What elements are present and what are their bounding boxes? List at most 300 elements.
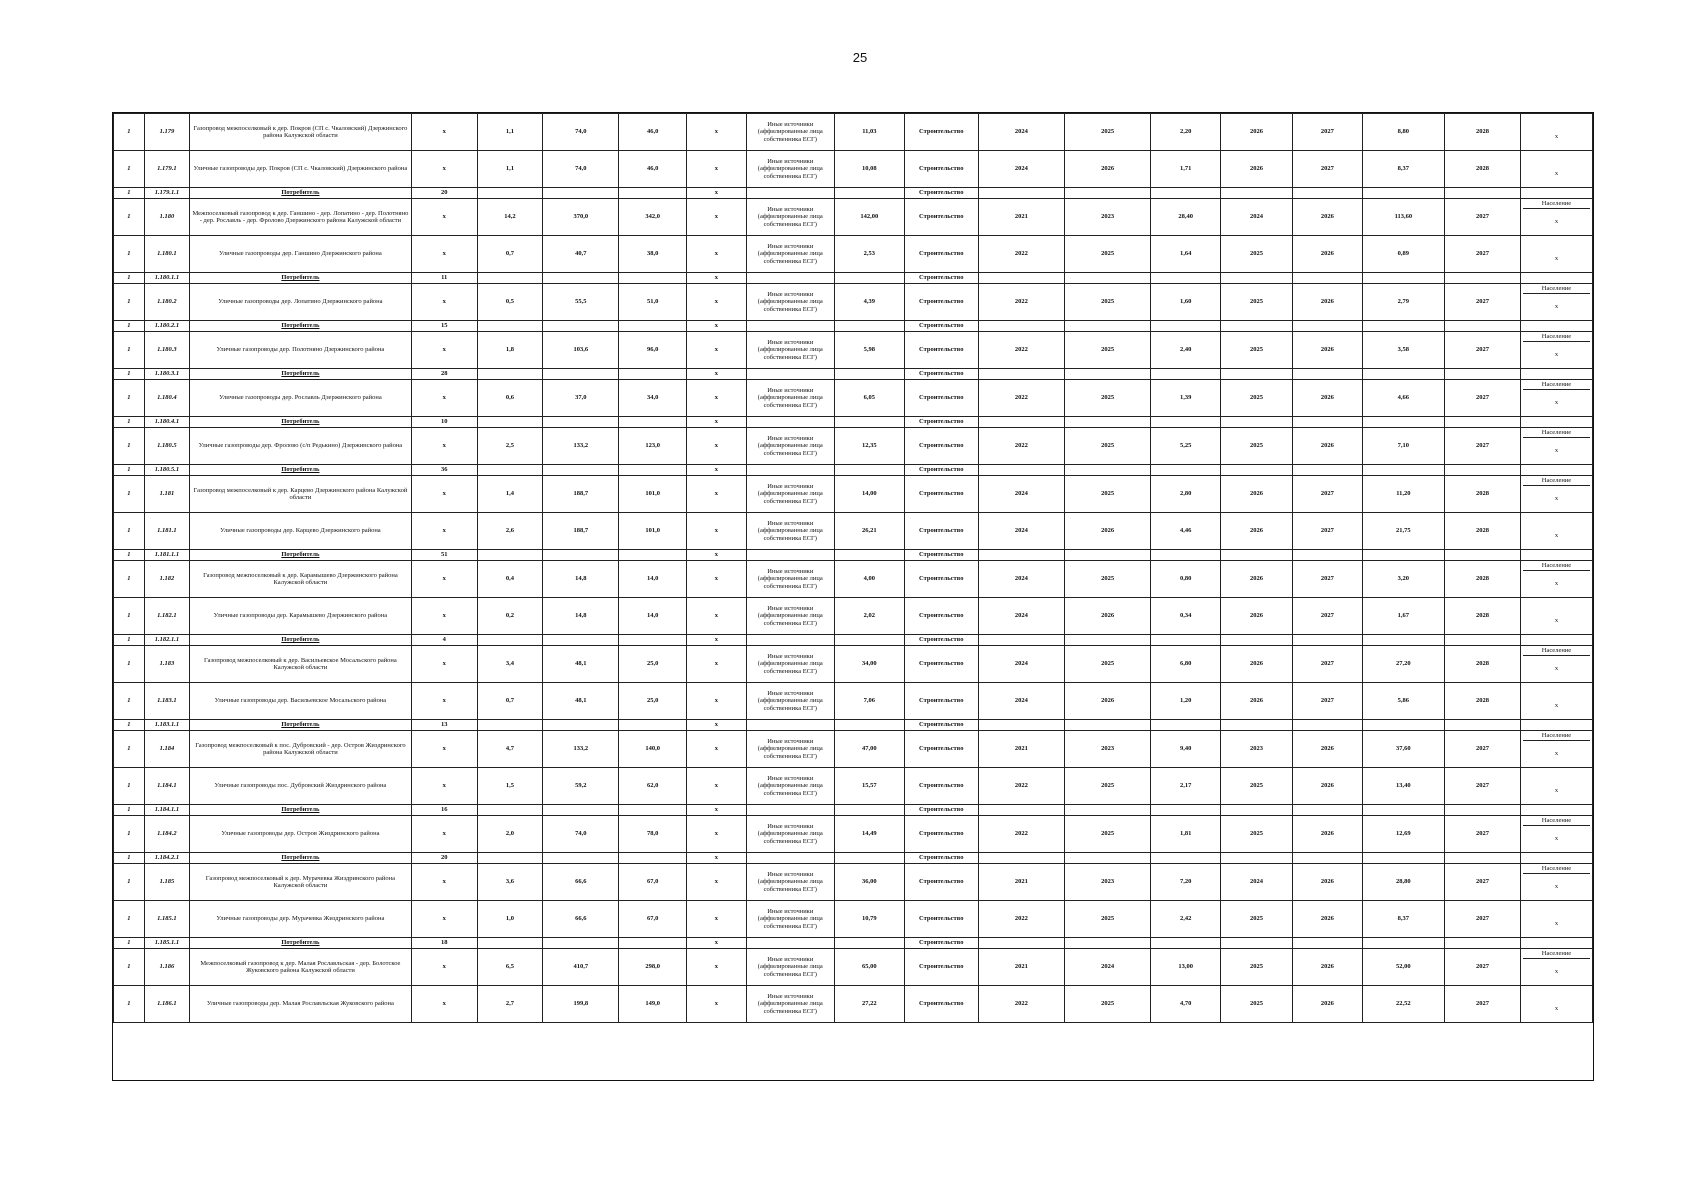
commissioning-year-cell: 2027 [1444, 428, 1520, 465]
year-start-cell: 2022 [978, 816, 1064, 853]
empty-cell [619, 635, 687, 646]
table-row [114, 768, 1593, 805]
row-code-cell: 1.180.5.1 [144, 465, 189, 476]
empty-cell [619, 417, 687, 428]
investment-amount-cell: 10,08 [834, 151, 904, 188]
stage-2-end-cell: 2026 [1292, 236, 1362, 273]
stage-1-amount-cell: 2,20 [1151, 114, 1221, 151]
stage-2-start-cell: 2026 [1221, 151, 1293, 188]
empty-cell [1520, 273, 1592, 284]
consumer-label-cell: Потребитель [189, 273, 411, 284]
empty-cell [477, 321, 543, 332]
year-end-cell: 2025 [1064, 768, 1150, 805]
empty-cell [1221, 188, 1293, 199]
empty-cell [1064, 321, 1150, 332]
stage-2-amount-cell: 7,10 [1362, 428, 1444, 465]
empty-cell [477, 273, 543, 284]
consumer-category-cell [1520, 731, 1592, 768]
object-name-cell: Межпоселковый газопровод к дер. Ганшино - дер. Лопатино - дер. Полотняно - дер. Рославль - дер. Фролово Дзержинского района Калужской области [189, 199, 411, 236]
length-km-cell: 0,7 [477, 236, 543, 273]
row-code-cell: 1.181 [144, 476, 189, 513]
empty-cell [834, 369, 904, 380]
length-km-cell: 0,7 [477, 683, 543, 720]
consumer-category-cell [1520, 476, 1592, 513]
empty-cell [1362, 188, 1444, 199]
pressure-mark-cell: x [687, 321, 747, 332]
table-row [114, 428, 1593, 465]
capacity-cell: 74,0 [543, 151, 619, 188]
consumer-category-cell [1520, 284, 1592, 321]
empty-cell [477, 417, 543, 428]
volume-cell: 38,0 [619, 236, 687, 273]
work-type-cell: Строительство [904, 938, 978, 949]
financing-source-cell: Иные источники (аффилированные лица собственника ЕСГ) [746, 284, 834, 321]
consumers-count-cell: x [411, 284, 477, 321]
row-number-cell: 1 [114, 683, 145, 720]
stage-2-start-cell: 2025 [1221, 284, 1293, 321]
work-type-cell: Строительство [904, 720, 978, 731]
year-end-cell: 2025 [1064, 561, 1150, 598]
pressure-mark-cell: x [687, 805, 747, 816]
empty-cell [1221, 369, 1293, 380]
investment-amount-cell: 7,06 [834, 683, 904, 720]
empty-cell [978, 369, 1064, 380]
pressure-mark-cell: x [687, 114, 747, 151]
object-name-cell: Газопровод межпоселковый к пос. Дубровский - дер. Остров Жиздринского района Калужской области [189, 731, 411, 768]
pressure-mark-cell: x [687, 938, 747, 949]
consumers-count-cell: x [411, 236, 477, 273]
stage-2-amount-cell: 27,20 [1362, 646, 1444, 683]
consumer-category-value: x [1554, 254, 1559, 262]
consumer-category-cell [1520, 816, 1592, 853]
pressure-mark-cell: x [687, 731, 747, 768]
consumer-subrow [114, 273, 1593, 284]
consumer-category-label: Население [1523, 864, 1590, 874]
table-row [114, 816, 1593, 853]
empty-cell [1362, 805, 1444, 816]
object-name-cell: Уличные газопроводы дер. Покров (СП с. Чкаловский) Дзержинского района [189, 151, 411, 188]
empty-cell [1221, 720, 1293, 731]
financing-source-cell: Иные источники (аффилированные лица собственника ЕСГ) [746, 864, 834, 901]
volume-cell: 62,0 [619, 768, 687, 805]
stage-2-amount-cell: 5,86 [1362, 683, 1444, 720]
stage-2-amount-cell: 52,00 [1362, 949, 1444, 986]
row-code-cell: 1.182 [144, 561, 189, 598]
empty-cell [1362, 369, 1444, 380]
consumer-category-value: x [1554, 919, 1559, 927]
commissioning-year-cell: 2027 [1444, 864, 1520, 901]
year-start-cell: 2021 [978, 864, 1064, 901]
consumer-category-value: x [1554, 968, 1559, 976]
row-code-cell: 1.180.3.1 [144, 369, 189, 380]
empty-cell [746, 635, 834, 646]
stage-2-end-cell: 2026 [1292, 864, 1362, 901]
consumer-subrow [114, 938, 1593, 949]
year-start-cell: 2022 [978, 986, 1064, 1023]
empty-cell [477, 188, 543, 199]
consumers-count-cell: x [411, 513, 477, 550]
capacity-cell: 48,1 [543, 683, 619, 720]
empty-cell [1520, 417, 1592, 428]
consumer-category-label [1523, 236, 1590, 245]
empty-cell [1444, 853, 1520, 864]
work-type-cell: Строительство [904, 417, 978, 428]
commissioning-year-cell: 2028 [1444, 561, 1520, 598]
commissioning-year-cell: 2027 [1444, 236, 1520, 273]
work-type-cell: Строительство [904, 188, 978, 199]
capacity-cell: 66,6 [543, 901, 619, 938]
empty-cell [978, 635, 1064, 646]
stage-2-end-cell: 2026 [1292, 731, 1362, 768]
consumer-category-cell [1520, 236, 1592, 273]
consumers-count-cell: 15 [411, 321, 477, 332]
investment-amount-cell: 27,22 [834, 986, 904, 1023]
stage-2-amount-cell: 8,37 [1362, 151, 1444, 188]
capacity-cell: 103,6 [543, 332, 619, 369]
consumers-count-cell: x [411, 683, 477, 720]
pressure-mark-cell: x [687, 635, 747, 646]
investment-amount-cell: 4,39 [834, 284, 904, 321]
stage-2-start-cell: 2026 [1221, 646, 1293, 683]
year-end-cell: 2025 [1064, 114, 1150, 151]
empty-cell [543, 853, 619, 864]
stage-2-amount-cell: 3,58 [1362, 332, 1444, 369]
consumers-count-cell: x [411, 199, 477, 236]
consumer-category-label: Население [1523, 646, 1590, 656]
consumer-subrow [114, 720, 1593, 731]
investment-amount-cell: 47,00 [834, 731, 904, 768]
stage-2-start-cell: 2025 [1221, 949, 1293, 986]
stage-2-start-cell: 2025 [1221, 332, 1293, 369]
empty-cell [1151, 550, 1221, 561]
consumer-category-value: x [1554, 447, 1559, 455]
object-name-cell: Уличные газопроводы дер. Лопатино Дзержинского района [189, 284, 411, 321]
stage-1-amount-cell: 0,80 [1151, 561, 1221, 598]
consumers-count-cell: x [411, 986, 477, 1023]
empty-cell [1064, 550, 1150, 561]
financing-source-cell: Иные источники (аффилированные лица собственника ЕСГ) [746, 199, 834, 236]
year-start-cell: 2022 [978, 332, 1064, 369]
year-end-cell: 2023 [1064, 864, 1150, 901]
stage-2-start-cell: 2026 [1221, 476, 1293, 513]
empty-cell [1151, 853, 1221, 864]
consumer-category-value: x [1554, 351, 1559, 359]
row-number-cell: 1 [114, 465, 145, 476]
object-name-cell: Уличные газопроводы дер. Фролово (с/п Редькино) Дзержинского района [189, 428, 411, 465]
consumer-category-label [1523, 513, 1590, 522]
consumer-category-cell [1520, 598, 1592, 635]
stage-2-start-cell: 2025 [1221, 986, 1293, 1023]
commissioning-year-cell: 2027 [1444, 332, 1520, 369]
year-start-cell: 2024 [978, 561, 1064, 598]
work-type-cell: Строительство [904, 901, 978, 938]
consumers-count-cell: x [411, 476, 477, 513]
object-name-cell: Уличные газопроводы дер. Карамышево Дзержинского района [189, 598, 411, 635]
stage-1-amount-cell: 2,42 [1151, 901, 1221, 938]
consumer-label-cell: Потребитель [189, 321, 411, 332]
year-end-cell: 2025 [1064, 332, 1150, 369]
pressure-mark-cell: x [687, 768, 747, 805]
empty-cell [619, 321, 687, 332]
capacity-cell: 37,0 [543, 380, 619, 417]
consumer-subrow [114, 805, 1593, 816]
work-type-cell: Строительство [904, 949, 978, 986]
investment-amount-cell: 34,00 [834, 646, 904, 683]
consumer-category-label [1523, 151, 1590, 160]
volume-cell: 25,0 [619, 683, 687, 720]
empty-cell [1151, 720, 1221, 731]
volume-cell: 14,0 [619, 561, 687, 598]
row-code-cell: 1.184 [144, 731, 189, 768]
pressure-mark-cell: x [687, 853, 747, 864]
stage-1-amount-cell: 1,20 [1151, 683, 1221, 720]
commissioning-year-cell: 2027 [1444, 986, 1520, 1023]
object-name-cell: Уличные газопроводы дер. Рославль Дзержинского района [189, 380, 411, 417]
commissioning-year-cell: 2027 [1444, 816, 1520, 853]
table-body [114, 114, 1593, 1023]
table-row [114, 864, 1593, 901]
volume-cell: 14,0 [619, 598, 687, 635]
length-km-cell: 1,4 [477, 476, 543, 513]
empty-cell [543, 465, 619, 476]
length-km-cell: 1,0 [477, 901, 543, 938]
empty-cell [834, 720, 904, 731]
empty-cell [834, 938, 904, 949]
empty-cell [477, 369, 543, 380]
stage-2-amount-cell: 0,89 [1362, 236, 1444, 273]
stage-2-end-cell: 2027 [1292, 513, 1362, 550]
stage-1-amount-cell: 7,20 [1151, 864, 1221, 901]
empty-cell [834, 635, 904, 646]
empty-cell [1520, 369, 1592, 380]
year-start-cell: 2022 [978, 768, 1064, 805]
empty-cell [1444, 369, 1520, 380]
year-start-cell: 2022 [978, 380, 1064, 417]
work-type-cell: Строительство [904, 561, 978, 598]
commissioning-year-cell: 2028 [1444, 683, 1520, 720]
capacity-cell: 14,8 [543, 598, 619, 635]
volume-cell: 78,0 [619, 816, 687, 853]
financing-source-cell: Иные источники (аффилированные лица собственника ЕСГ) [746, 598, 834, 635]
length-km-cell: 2,6 [477, 513, 543, 550]
empty-cell [1221, 273, 1293, 284]
row-number-cell: 1 [114, 598, 145, 635]
year-end-cell: 2026 [1064, 683, 1150, 720]
stage-2-start-cell: 2025 [1221, 236, 1293, 273]
volume-cell: 51,0 [619, 284, 687, 321]
consumer-label-cell: Потребитель [189, 805, 411, 816]
table-row [114, 731, 1593, 768]
consumer-category-cell [1520, 768, 1592, 805]
stage-2-end-cell: 2026 [1292, 428, 1362, 465]
empty-cell [1064, 635, 1150, 646]
year-start-cell: 2021 [978, 731, 1064, 768]
year-start-cell: 2024 [978, 646, 1064, 683]
work-type-cell: Строительство [904, 380, 978, 417]
year-end-cell: 2026 [1064, 598, 1150, 635]
investment-amount-cell: 15,57 [834, 768, 904, 805]
volume-cell: 96,0 [619, 332, 687, 369]
empty-cell [1292, 720, 1362, 731]
stage-1-amount-cell: 1,64 [1151, 236, 1221, 273]
table-row [114, 513, 1593, 550]
capacity-cell: 188,7 [543, 476, 619, 513]
year-start-cell: 2024 [978, 114, 1064, 151]
empty-cell [1362, 273, 1444, 284]
consumers-count-cell: 20 [411, 188, 477, 199]
pressure-mark-cell: x [687, 864, 747, 901]
object-name-cell: Газопровод межпоселковый к дер. Мурачевка Жиздринского района Калужской области [189, 864, 411, 901]
empty-cell [1221, 321, 1293, 332]
empty-cell [543, 938, 619, 949]
empty-cell [746, 321, 834, 332]
object-name-cell: Уличные газопроводы дер. Остров Жиздринского района [189, 816, 411, 853]
empty-cell [543, 550, 619, 561]
pressure-mark-cell: x [687, 646, 747, 683]
empty-cell [1520, 938, 1592, 949]
empty-cell [477, 635, 543, 646]
consumer-category-value: x [1554, 665, 1559, 673]
row-code-cell: 1.185.1 [144, 901, 189, 938]
work-type-cell: Строительство [904, 731, 978, 768]
capacity-cell: 59,2 [543, 768, 619, 805]
consumer-category-label: Население [1523, 816, 1590, 826]
pressure-mark-cell: x [687, 550, 747, 561]
empty-cell [746, 938, 834, 949]
consumer-category-value: x [1554, 835, 1559, 843]
volume-cell: 101,0 [619, 513, 687, 550]
financing-source-cell: Иные источники (аффилированные лица собственника ЕСГ) [746, 816, 834, 853]
object-name-cell: Уличные газопроводы дер. Мурачевка Жиздринского района [189, 901, 411, 938]
consumer-subrow [114, 853, 1593, 864]
consumer-subrow [114, 465, 1593, 476]
length-km-cell: 4,7 [477, 731, 543, 768]
commissioning-year-cell: 2027 [1444, 284, 1520, 321]
empty-cell [1520, 188, 1592, 199]
row-number-cell: 1 [114, 864, 145, 901]
financing-source-cell: Иные источники (аффилированные лица собственника ЕСГ) [746, 513, 834, 550]
row-code-cell: 1.180 [144, 199, 189, 236]
pressure-mark-cell: x [687, 598, 747, 635]
volume-cell: 25,0 [619, 646, 687, 683]
consumer-category-label: Население [1523, 284, 1590, 294]
empty-cell [1292, 417, 1362, 428]
financing-source-cell: Иные источники (аффилированные лица собственника ЕСГ) [746, 683, 834, 720]
year-start-cell: 2022 [978, 236, 1064, 273]
empty-cell [1444, 465, 1520, 476]
empty-cell [1151, 369, 1221, 380]
empty-cell [1292, 273, 1362, 284]
capacity-cell: 188,7 [543, 513, 619, 550]
stage-2-end-cell: 2027 [1292, 561, 1362, 598]
consumer-category-value: x [1554, 303, 1559, 311]
empty-cell [1292, 550, 1362, 561]
consumer-category-label: Население [1523, 731, 1590, 741]
consumer-subrow [114, 635, 1593, 646]
year-start-cell: 2021 [978, 949, 1064, 986]
financing-source-cell: Иные источники (аффилированные лица собственника ЕСГ) [746, 380, 834, 417]
year-end-cell: 2026 [1064, 513, 1150, 550]
consumer-category-label [1523, 901, 1590, 910]
work-type-cell: Строительство [904, 683, 978, 720]
stage-2-end-cell: 2027 [1292, 151, 1362, 188]
pressure-mark-cell: x [687, 720, 747, 731]
volume-cell: 123,0 [619, 428, 687, 465]
row-number-cell: 1 [114, 901, 145, 938]
work-type-cell: Строительство [904, 550, 978, 561]
consumers-count-cell: x [411, 949, 477, 986]
consumer-category-label: Население [1523, 476, 1590, 486]
stage-1-amount-cell: 1,39 [1151, 380, 1221, 417]
row-code-cell: 1.182.1.1 [144, 635, 189, 646]
consumer-category-label [1523, 986, 1590, 995]
row-number-cell: 1 [114, 938, 145, 949]
object-name-cell: Уличные газопроводы пос. Дубровский Жиздринского района [189, 768, 411, 805]
row-number-cell: 1 [114, 853, 145, 864]
empty-cell [1292, 188, 1362, 199]
row-code-cell: 1.183.1 [144, 683, 189, 720]
year-start-cell: 2024 [978, 513, 1064, 550]
work-type-cell: Строительство [904, 428, 978, 465]
empty-cell [978, 321, 1064, 332]
stage-2-amount-cell: 28,80 [1362, 864, 1444, 901]
length-km-cell: 3,6 [477, 864, 543, 901]
volume-cell: 140,0 [619, 731, 687, 768]
empty-cell [1064, 465, 1150, 476]
empty-cell [1362, 465, 1444, 476]
consumer-category-cell [1520, 199, 1592, 236]
stage-1-amount-cell: 1,81 [1151, 816, 1221, 853]
empty-cell [477, 938, 543, 949]
empty-cell [1064, 417, 1150, 428]
work-type-cell: Строительство [904, 513, 978, 550]
investment-amount-cell: 2,02 [834, 598, 904, 635]
stage-1-amount-cell: 5,25 [1151, 428, 1221, 465]
work-type-cell: Строительство [904, 321, 978, 332]
empty-cell [1292, 369, 1362, 380]
stage-2-end-cell: 2026 [1292, 199, 1362, 236]
work-type-cell: Строительство [904, 864, 978, 901]
row-code-cell: 1.185 [144, 864, 189, 901]
volume-cell: 298,0 [619, 949, 687, 986]
row-code-cell: 1.184.1.1 [144, 805, 189, 816]
volume-cell: 46,0 [619, 151, 687, 188]
empty-cell [978, 853, 1064, 864]
empty-cell [746, 550, 834, 561]
consumers-count-cell: 20 [411, 853, 477, 864]
consumer-category-cell [1520, 986, 1592, 1023]
empty-cell [1292, 853, 1362, 864]
stage-2-start-cell: 2025 [1221, 901, 1293, 938]
empty-cell [1520, 550, 1592, 561]
consumer-category-value: x [1554, 132, 1559, 140]
empty-cell [746, 853, 834, 864]
row-code-cell: 1.179 [144, 114, 189, 151]
stage-2-end-cell: 2026 [1292, 380, 1362, 417]
empty-cell [1221, 805, 1293, 816]
empty-cell [1151, 321, 1221, 332]
empty-cell [1292, 938, 1362, 949]
row-code-cell: 1.180.1.1 [144, 273, 189, 284]
empty-cell [1151, 465, 1221, 476]
table-row [114, 901, 1593, 938]
year-end-cell: 2025 [1064, 380, 1150, 417]
year-start-cell: 2024 [978, 683, 1064, 720]
empty-cell [1064, 273, 1150, 284]
stage-2-amount-cell: 12,69 [1362, 816, 1444, 853]
empty-cell [477, 805, 543, 816]
consumer-subrow [114, 321, 1593, 332]
